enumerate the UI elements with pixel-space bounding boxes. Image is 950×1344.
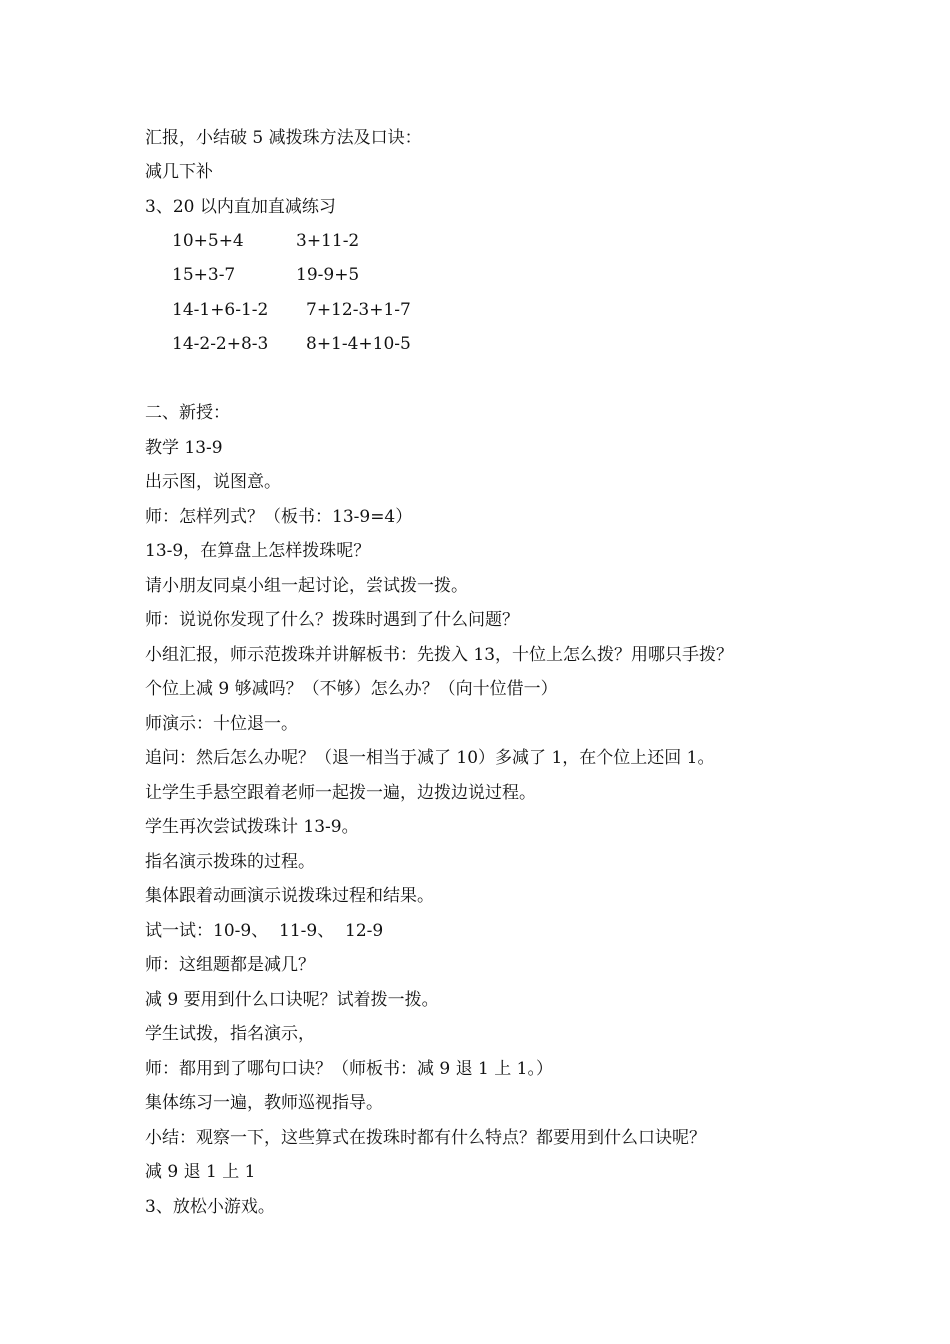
practice-item: 19-9+5	[296, 265, 360, 285]
text-line: 请小朋友同桌小组一起讨论，尝试拨一拨。	[145, 576, 468, 596]
section-heading: 二、新授：	[145, 403, 230, 423]
text-line: 教学 13-9	[145, 438, 223, 458]
text-line: 小结：观察一下，这些算式在拨珠时都有什么特点？都要用到什么口诀呢？	[145, 1128, 706, 1148]
practice-item: 15+3-7	[172, 265, 236, 285]
text-line: 减 9 要用到什么口诀呢？试着拨一拨。	[145, 990, 439, 1010]
practice-item: 14-1+6-1-2	[172, 300, 269, 320]
text-line: 让学生手悬空跟着老师一起拨一遍，边拨边说过程。	[145, 783, 536, 803]
practice-item: 14-2-2+8-3	[172, 334, 269, 354]
rhyme-line: 减几下补	[145, 162, 213, 182]
text-line: 试一试：10-9、 11-9、 12-9	[145, 921, 384, 941]
text-line: 3、放松小游戏。	[145, 1197, 275, 1217]
practice-item: 10+5+4	[172, 231, 244, 251]
report-line: 汇报，小结破 5 减拨珠方法及口诀：	[145, 128, 422, 148]
text-line: 集体练习一遍，教师巡视指导。	[145, 1093, 383, 1113]
text-line: 师：怎样列式？（板书：13-9=4）	[145, 507, 413, 527]
text-line: 师：说说你发现了什么？拨珠时遇到了什么问题？	[145, 610, 519, 630]
text-line: 学生再次尝试拨珠计 13-9。	[145, 817, 359, 837]
text-line: 师：都用到了哪句口诀？（师板书：减 9 退 1 上 1。）	[145, 1059, 553, 1079]
text-line: 师：这组题都是减几？	[145, 955, 315, 975]
text-line: 出示图，说图意。	[145, 472, 281, 492]
text-line: 个位上减 9 够减吗？（不够）怎么办？（向十位借一）	[145, 679, 558, 699]
text-line: 追问：然后怎么办呢？（退一相当于减了 10）多减了 1，在个位上还回 1。	[145, 748, 715, 768]
practice-title: 3、20 以内直加直减练习	[145, 197, 336, 217]
text-line: 学生试拨，指名演示，	[145, 1024, 315, 1044]
text-line: 小组汇报，师示范拨珠并讲解板书：先拨入 13，十位上怎么拨？用哪只手拨？	[145, 645, 734, 665]
text-line: 师演示：十位退一。	[145, 714, 298, 734]
text-line: 集体跟着动画演示说拨珠过程和结果。	[145, 886, 434, 906]
text-line: 指名演示拨珠的过程。	[145, 852, 315, 872]
practice-item: 7+12-3+1-7	[306, 300, 411, 320]
text-line: 13-9，在算盘上怎样拨珠呢？	[145, 541, 371, 561]
practice-item: 3+11-2	[296, 231, 360, 251]
text-line: 减 9 退 1 上 1	[145, 1162, 256, 1182]
practice-item: 8+1-4+10-5	[306, 334, 411, 354]
